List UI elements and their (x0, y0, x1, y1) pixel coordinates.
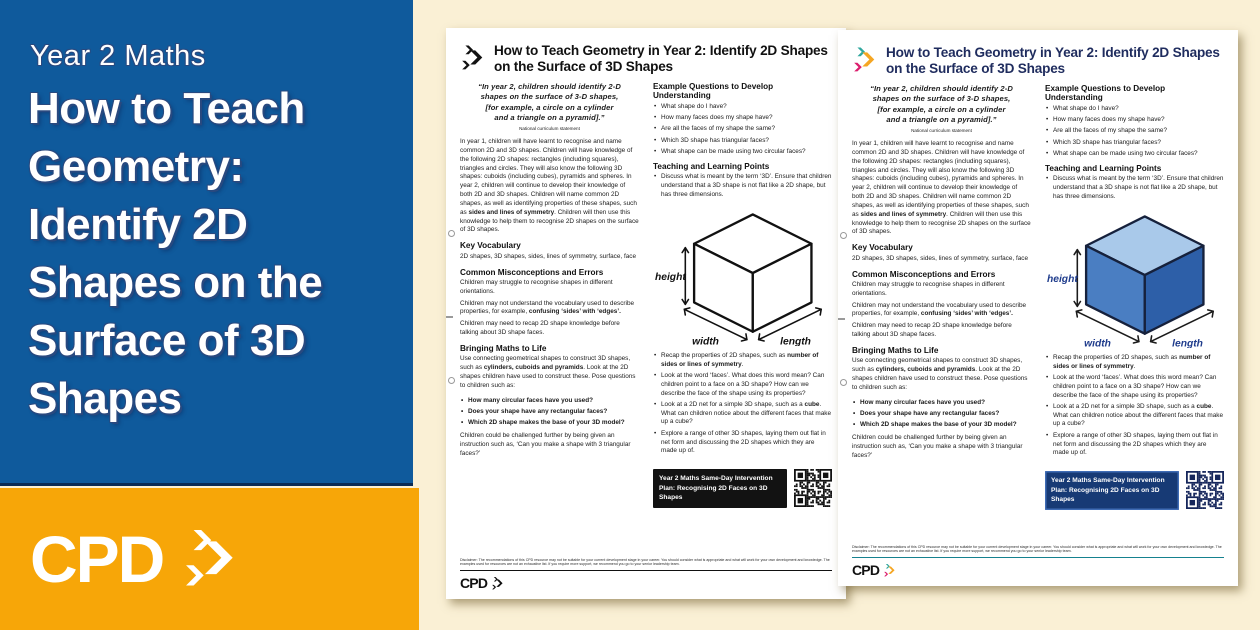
heading-teaching-points: Teaching and Learning Points (1045, 163, 1162, 173)
cube-height-label: height (1046, 273, 1078, 285)
list-item: • Which 3D shape has triangular faces? (1045, 139, 1224, 148)
misconception-3: Children may need to recap 2D shape knowledge before talking about 3D shape faces. (460, 320, 620, 337)
doc-header (460, 43, 832, 75)
misconception-3: Children may need to recap 2D shape knowledge before talking about 3D shape faces. (852, 322, 1012, 339)
doc-left-column (852, 84, 1031, 510)
misconception-2: Children may not understand the vocabulary used to describe properties, for example, confusing ‘sides’ with ‘edges’. (460, 299, 635, 316)
list-item: • Are all the faces of my shape the same? (653, 125, 832, 134)
list-item: • Look at the word ‘faces’. What does this word mean? Can children point to a face on a 3D shape? How can we describe the face of the shape using its properties? (1045, 374, 1224, 400)
quote-source: National curriculum statement (519, 126, 580, 132)
bringing-question-list (852, 399, 1031, 430)
doc-left-column (460, 82, 639, 508)
key-vocabulary-text: 2D shapes, 3D shapes, sides, lines of symmetry, surface, face (460, 252, 637, 260)
list-item: • What shape can be made using two circular faces? (653, 148, 832, 157)
banner-panel (0, 0, 413, 486)
heading-teaching-points: Teaching and Learning Points (653, 161, 770, 171)
doc-right-column (653, 82, 832, 508)
heading-key-vocabulary: Key Vocabulary (460, 241, 521, 251)
page-footer (852, 545, 1224, 578)
misconception-2: Children may not understand the vocabulary used to describe properties, for example, confusing ‘sides’ with ‘edges’. (852, 301, 1027, 318)
footer-brand (852, 562, 1224, 578)
curriculum-quote: “In year 2, children should identify 2-D shapes on the surface of 3-D shapes, [for example, a circle on a cylinder and a triangle on a pyramid].” (870, 84, 1013, 124)
heading-misconceptions: Common Misconceptions and Errors (852, 269, 996, 279)
bringing-paragraph: Use connecting geometrical shapes to construct 3D shapes, such as cylinders, cuboids and pyramids. Look at the 2D shapes children have used to construct these. Pose questions to children such as: (852, 357, 1028, 391)
cpd-wordmark: CPD (30, 522, 164, 596)
list-item: • Does your shape have any rectangular faces? (852, 410, 1031, 419)
cube-length-label: length (779, 336, 811, 346)
list-item: • Explore a range of other 3D shapes, laying them out flat in net form and discussing the 2D shapes which they are made up of. (1045, 432, 1224, 458)
footer-divider (460, 570, 832, 571)
disclaimer: Disclaimer: The recommendations of this CPD resource may not be suitable for your current development stage in your career. You should consider what is appropriate and what will work for your own development and knowledge. The examples used for resources are not an exhaustive list. If you require more support, we recommend you go to your senior leadership team. (460, 558, 830, 567)
cube-width-label: width (691, 336, 719, 346)
intervention-badge-row (1045, 471, 1224, 510)
cpd-chevron-icon (883, 564, 896, 577)
list-item: • Are all the faces of my shape the same? (1045, 127, 1224, 136)
list-item: • Recap the properties of 2D shapes, such as number of sides or lines of symmetry. (653, 352, 832, 370)
heading-misconceptions: Common Misconceptions and Errors (460, 267, 604, 277)
intro-paragraph: In year 1, children will have learnt to recognise and name common 2D and 3D shapes. Children will have knowledge of the following 2D shapes: rectangles (including squares), triangles and circles. They will also know the following 3D shapes: cuboids (including cubes), pyramids and spheres. In year 2, children will continue to develop their knowledge of both 2D and 3D shapes. Children will name common 2D shapes, as well as identifying properties of these shapes, such as sides and lines of symmetry. Children will then use this knowledge to help them to recognise 2D shapes on the surface of 3D shapes. (460, 138, 639, 234)
doc-header (852, 45, 1224, 77)
list-item: • Which 3D shape has triangular faces? (653, 137, 832, 146)
document-page-mono (446, 28, 846, 599)
qr-code (1186, 471, 1224, 509)
cube-width-label: width (1083, 338, 1111, 348)
list-item: • What shape do I have? (1045, 105, 1224, 114)
teaching-point-list-bottom (653, 352, 832, 457)
cube-diagram (655, 208, 831, 346)
list-item: • How many circular faces have you used? (460, 397, 639, 406)
list-item: • Look at a 2D net for a simple 3D shape, such as a cube. What can children notice about the different faces that make up a cube? (653, 401, 832, 427)
challenge-paragraph: Children could be challenged further by being given an instruction such as, ‘Can you make a shape with 3 triangular faces?’ (852, 434, 1023, 459)
example-question-list (1045, 105, 1224, 159)
intervention-badge-row (653, 469, 832, 508)
footer-brand (460, 575, 832, 591)
list-item: • What shape can be made using two circular faces? (1045, 150, 1224, 159)
list-item: • Discuss what is meant by the term ‘3D’. Ensure that children understand that a 3D shape is not flat like a 2D shape, but has three dimensions. (653, 173, 832, 199)
heading-example-questions: Example Questions to Develop Understanding (1045, 84, 1166, 103)
banner-title: How to Teach Geometry: Identify 2D Shapes on the Surface of 3D Shapes (28, 84, 323, 424)
cpd-chevron-icon (852, 47, 877, 73)
banner-logo-bar (0, 488, 419, 630)
heading-key-vocabulary: Key Vocabulary (852, 243, 913, 253)
bringing-question-list (460, 397, 639, 428)
cube-height-label: height (654, 271, 686, 283)
doc-title: How to Teach Geometry in Year 2: Identify 2D Shapes on the Surface of 3D Shapes (886, 45, 1220, 77)
example-question-list (653, 103, 832, 157)
list-item: • Discuss what is meant by the term ‘3D’. Ensure that children understand that a 3D shape is not flat like a 2D shape, but has three dimensions. (1045, 175, 1224, 201)
list-item: • What shape do I have? (653, 103, 832, 112)
doc-right-column (1045, 84, 1224, 510)
cube-length-label: length (1171, 338, 1203, 348)
curriculum-quote: “In year 2, children should identify 2-D shapes on the surface of 3-D shapes, [for example, a circle on a cylinder and a triangle on a pyramid].” (478, 82, 621, 122)
heading-bringing-maths: Bringing Maths to Life (852, 345, 939, 355)
list-item: • Does your shape have any rectangular faces? (460, 408, 639, 417)
cpd-wordmark: CPD (460, 575, 488, 591)
teaching-point-list-top (1045, 175, 1224, 201)
cube-diagram (1047, 210, 1223, 348)
teaching-point-list-bottom (1045, 354, 1224, 459)
misconception-1: Children may struggle to recognise shapes in different orientations. (852, 281, 1005, 297)
challenge-paragraph: Children could be challenged further by being given an instruction such as, ‘Can you make a shape with 3 triangular faces?’ (460, 432, 631, 457)
footer-divider (852, 557, 1224, 558)
bringing-paragraph: Use connecting geometrical shapes to construct 3D shapes, such as cylinders, cuboids and pyramids. Look at the 2D shapes children have used to construct these. Pose questions to children such as: (460, 355, 636, 389)
banner-kicker: Year 2 Maths (30, 40, 206, 72)
document-page-color (838, 30, 1238, 586)
list-item: • Recap the properties of 2D shapes, such as number of sides or lines of symmetry. (1045, 354, 1224, 372)
list-item: • Which 2D shape makes the base of your 3D model? (852, 421, 1031, 430)
heading-bringing-maths: Bringing Maths to Life (460, 343, 547, 353)
disclaimer: Disclaimer: The recommendations of this CPD resource may not be suitable for your current development stage in your career. You should consider what is appropriate and what will work for your own development and knowledge. The examples used for resources are not an exhaustive list. If you require more support, we recommend you go to your senior leadership team. (852, 545, 1222, 554)
list-item: • Look at the word ‘faces’. What does this word mean? Can children point to a face on a 3D shape? How can we describe the face of the shape using its properties? (653, 372, 832, 398)
cpd-chevron-icon (460, 45, 485, 71)
intro-paragraph: In year 1, children will have learnt to recognise and name common 2D and 3D shapes. Children will have knowledge of the following 2D shapes: rectangles (including squares), triangles and circles. They will also know the following 3D shapes: cuboids (including cubes), pyramids and spheres. In year 2, children will continue to develop their knowledge of both 2D and 3D shapes. Children will name common 2D shapes, as well as identifying properties of these shapes, such as sides and lines of symmetry. Children will then use this knowledge to help them to recognise 2D shapes on the surface of 3D shapes. (852, 140, 1031, 236)
list-item: • Look at a 2D net for a simple 3D shape, such as a cube. What can children notice about the different faces that make up a cube? (1045, 403, 1224, 429)
heading-example-questions: Example Questions to Develop Understanding (653, 82, 774, 101)
list-item: • How many circular faces have you used? (852, 399, 1031, 408)
page-footer (460, 558, 832, 591)
quote-source: National curriculum statement (911, 128, 972, 134)
list-item: • How many faces does my shape have? (1045, 116, 1224, 125)
teaching-point-list-top (653, 173, 832, 199)
qr-code (794, 469, 832, 507)
list-item: • How many faces does my shape have? (653, 114, 832, 123)
cpd-chevron-icon (181, 530, 239, 588)
misconception-1: Children may struggle to recognise shapes in different orientations. (460, 279, 613, 295)
list-item: • Which 2D shape makes the base of your 3D model? (460, 419, 639, 428)
doc-title: How to Teach Geometry in Year 2: Identify 2D Shapes on the Surface of 3D Shapes (494, 43, 828, 75)
intervention-plan-badge: Year 2 Maths Same-Day Intervention Plan: Recognising 2D Faces on 3D Shapes (1045, 471, 1179, 510)
cpd-wordmark: CPD (852, 562, 880, 578)
list-item: • Explore a range of other 3D shapes, laying them out flat in net form and discussing the 2D shapes which they are made up of. (653, 430, 832, 456)
intervention-plan-badge: Year 2 Maths Same-Day Intervention Plan: Recognising 2D Faces on 3D Shapes (653, 469, 787, 508)
cpd-chevron-icon (491, 577, 504, 590)
key-vocabulary-text: 2D shapes, 3D shapes, sides, lines of symmetry, surface, face (852, 254, 1029, 262)
